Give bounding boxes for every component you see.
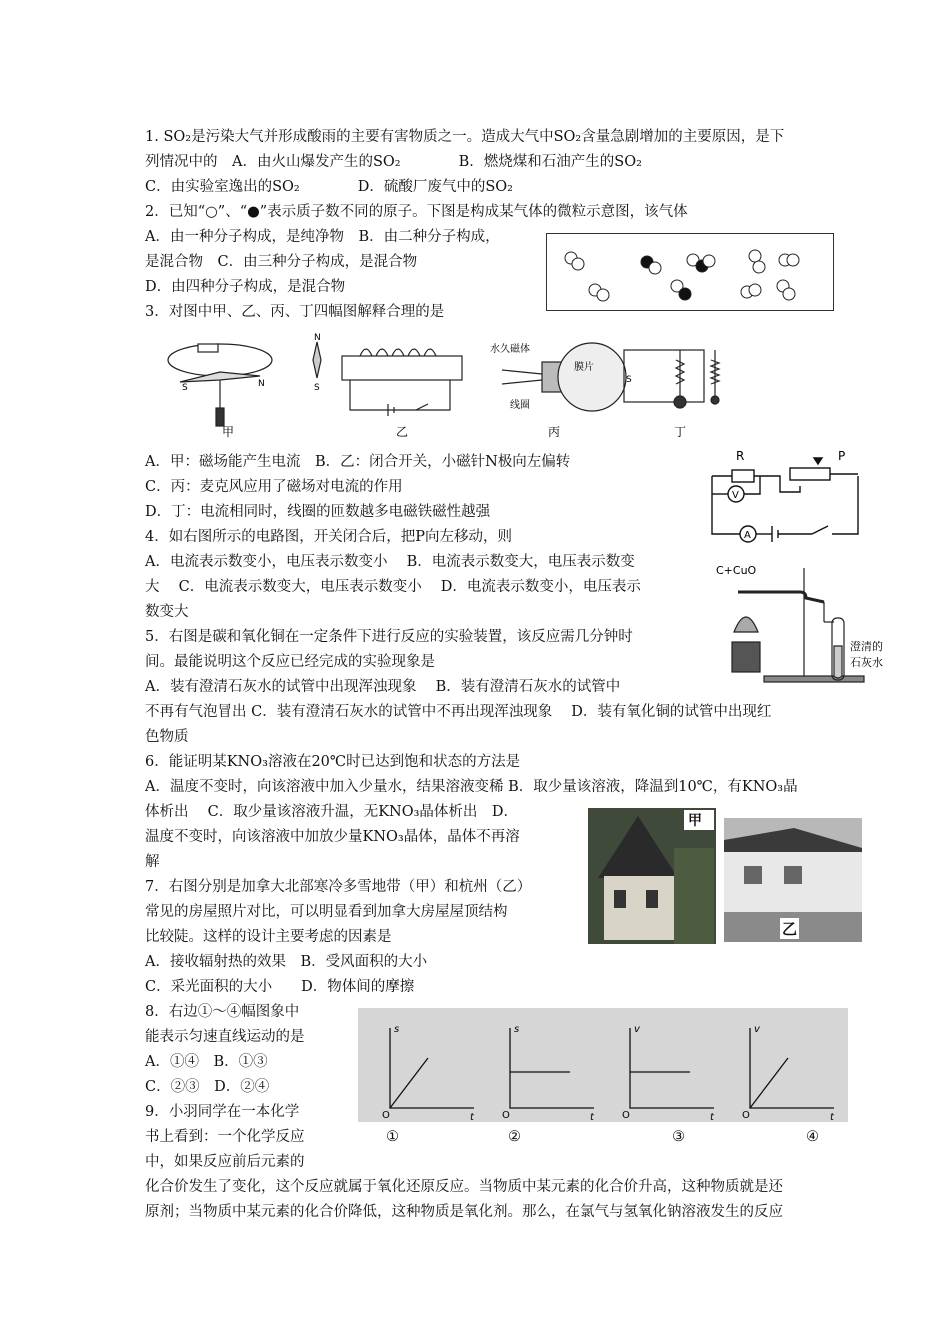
graph-number-3: ③: [672, 1129, 685, 1145]
particle-svg: [547, 234, 833, 310]
q2-line2: A．由一种分子构成，是纯净物 B．由二种分子构成，: [145, 229, 500, 245]
fig-jia-s: S: [182, 383, 188, 393]
motion-graphs-svg: [358, 1008, 848, 1122]
q5-line3: A．装有澄清石灰水的试管中出现浑浊现象 B．装有澄清石灰水的试管中: [145, 679, 621, 695]
fig-bing-membrane: 膜片: [574, 362, 594, 373]
q8-line3: A．①④ B．①③: [145, 1054, 268, 1070]
fig-jia-n: N: [258, 379, 265, 389]
q7-line4: A．接收辐射热的效果 B．受风面积的大小: [145, 954, 428, 970]
fig-yi: [313, 342, 462, 416]
circuit-diagram: [700, 446, 872, 550]
q9-line1: 9．小羽同学在一本化学: [145, 1104, 300, 1120]
graph2-origin: O: [502, 1110, 510, 1121]
q1-line2: 列情况中的 A．由火山爆发产生的SO₂ B．燃烧煤和石油产生的SO₂: [145, 154, 642, 170]
ammeter-label: A: [744, 530, 751, 541]
q3-option-d: D．丁：电流相同时，线圈的匝数越多电磁铁磁性越强: [145, 504, 491, 520]
q5-line4: 不再有气泡冒出 C．装有澄清石灰水的试管中不再出现浑浊现象 D．装有氧化铜的试管中出现红: [145, 704, 772, 720]
fig-bing-coil: 线圈: [510, 400, 530, 411]
apparatus-svg: [708, 558, 900, 690]
q7-line2: 常见的房屋照片对比，可以明显看到加拿大房屋屋顶结构: [145, 904, 508, 920]
graph4-t-label: t: [830, 1112, 834, 1122]
q3-figures-svg: [160, 330, 740, 442]
q5-line1: 5．右图是碳和氧化铜在一定条件下进行反应的实验装置，该反应需几分钟时: [145, 629, 633, 645]
q4-line4: 数变大: [145, 604, 189, 620]
q8-line2: 能表示匀速直线运动的是: [145, 1029, 305, 1045]
q2-line3: 是混合物 C．由三种分子构成，是混合物: [145, 254, 418, 270]
graph-number-2: ②: [508, 1129, 521, 1145]
q8-line1: 8．右边①～④幅图象中: [145, 1004, 300, 1020]
q5-line5: 色物质: [145, 729, 189, 745]
q9-line5: 原剂；当物质中某元素的化合价降低，这种物质是氧化剂。那么，在氯气与氢氧化钠溶液发生的反应: [145, 1204, 783, 1220]
q6-line3: 体析出 C．取少量该溶液升温，无KNO₃晶体析出 D．: [145, 804, 519, 820]
fig-ding: [624, 350, 719, 408]
q6-line2: A．温度不变时，向该溶液中加入少量水，结果溶液变稀 B．取少量该溶液，降温到10℃，有KNO₃晶: [145, 779, 798, 795]
q8-line4: C．②③ D．②④: [145, 1079, 270, 1095]
limewater-label-1: 澄清的: [850, 640, 883, 653]
fig-yi-n: N: [314, 333, 321, 343]
limewater-label-2: 石灰水: [850, 656, 883, 669]
q3-option-a: A．甲：磁场能产生电流 B．乙：闭合开关，小磁针N极向左偏转: [145, 454, 571, 470]
voltmeter-label: V: [732, 490, 739, 501]
graph-number-1: ①: [386, 1129, 399, 1145]
q4-line1: 4．如右图所示的电路图，开关闭合后，把P向左移动，则: [145, 529, 512, 545]
q4-line3: 大 C．电流表示数变大，电压表示数变小 D．电流表示数变小，电压表示: [145, 579, 641, 595]
fig-label-jia: 甲: [222, 425, 235, 439]
carbon-cuo-apparatus: [708, 558, 900, 690]
graph-number-4: ④: [806, 1129, 819, 1145]
q3-option-c: C．丙：麦克风应用了磁场对电流的作用: [145, 479, 403, 495]
graph4-origin: O: [742, 1110, 750, 1121]
fig-label-yi: 乙: [396, 425, 409, 439]
q1-line1: 1. SO₂是污染大气并形成酸雨的主要有害物质之一。造成大气中SO₂含量急剧增加的主要原因，是下: [145, 129, 785, 145]
q7-line1: 7．右图分别是加拿大北部寒冷多雪地带（甲）和杭州（乙）: [145, 879, 532, 895]
circuit-p-label: P: [838, 449, 846, 463]
graph1-origin: O: [382, 1110, 390, 1121]
graph3-t-label: t: [710, 1112, 714, 1122]
particle-diagram: [546, 233, 834, 311]
q3-figures: [160, 330, 740, 442]
graph3-origin: O: [622, 1110, 630, 1121]
motion-graphs: [358, 1008, 848, 1122]
q6-line5: 解: [145, 854, 160, 870]
circuit-svg: [700, 446, 872, 550]
q9-line4: 化合价发生了变化，这个反应就属于氧化还原反应。当物质中某元素的化合价升高，这种物质就是还: [145, 1179, 783, 1195]
q3-line1: 3．对图中甲、乙、丙、丁四幅图解释合理的是: [145, 304, 445, 320]
graph3-y-label: v: [634, 1024, 640, 1035]
graph1-t-label: t: [470, 1112, 474, 1122]
q2-line4: D．由四种分子构成，是混合物: [145, 279, 346, 295]
graph1-y-label: s: [394, 1024, 400, 1035]
fig-bing-magnet: 水久磁体: [490, 344, 530, 355]
q9-line3: 中，如果反应前后元素的: [145, 1154, 305, 1170]
q1-line3: C．由实验室逸出的SO₂ D．硫酸厂废气中的SO₂: [145, 179, 513, 195]
q7-line3: 比较陡。这样的设计主要考虑的因素是: [145, 929, 392, 945]
q7-line5: C．采光面积的大小 D．物体间的摩擦: [145, 979, 415, 995]
fig-label-ding: 丁: [674, 425, 687, 439]
graph4-y-label: v: [754, 1024, 760, 1035]
apparatus-reagent-label: C+CuO: [716, 564, 757, 577]
circuit-r-label: R: [736, 449, 745, 463]
q9-line2: 书上看到：一个化学反应: [145, 1129, 305, 1145]
photo-label-jia: 甲: [688, 813, 702, 829]
fig-yi-s: S: [314, 383, 320, 393]
q4-line2: A．电流表示数变小，电压表示数变小 B．电流表示数变大，电压表示数变: [145, 554, 635, 570]
photo-label-yi: 乙: [782, 920, 798, 938]
q5-line2: 间。最能说明这个反应已经完成的实验现象是: [145, 654, 435, 670]
q6-line4: 温度不变时，向该溶液中加放少量KNO₃晶体，晶体不再溶: [145, 829, 520, 845]
graph2-y-label: s: [514, 1024, 520, 1035]
fig-label-bing: 丙: [548, 425, 561, 439]
fig-ding-s: S: [626, 375, 632, 385]
graph2-t-label: t: [590, 1112, 594, 1122]
canada-house-photo: [588, 808, 716, 944]
hangzhou-house-photo: [724, 818, 862, 942]
q2-line1: 2．已知“○”、“●”表示质子数不同的原子。下图是构成某气体的微粒示意图，该气体: [145, 204, 688, 220]
q6-line1: 6．能证明某KNO₃溶液在20℃时已达到饱和状态的方法是: [145, 754, 521, 770]
